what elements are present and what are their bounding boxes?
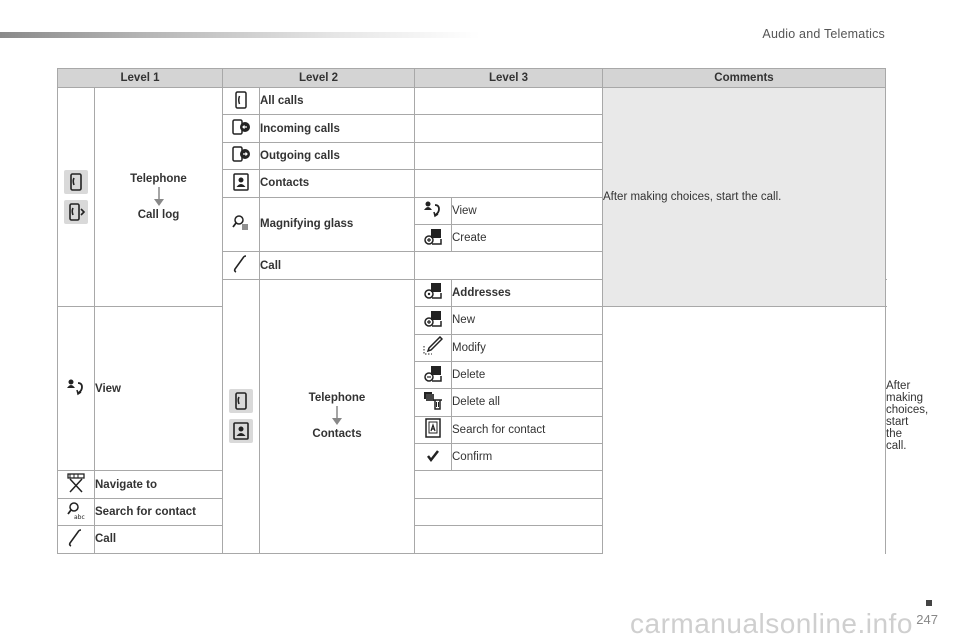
handset-icon xyxy=(66,528,86,548)
col-header-level2: Level 2 xyxy=(223,69,415,88)
contacts-icon xyxy=(231,172,251,192)
level1-label-call-log: Call log xyxy=(137,209,180,222)
telephone-icon xyxy=(64,170,88,194)
view-contact-icon xyxy=(423,199,443,219)
col-header-comments: Comments xyxy=(603,69,886,88)
level1-label-telephone: Telephone xyxy=(308,392,366,405)
level2-contacts: Contacts xyxy=(260,170,415,197)
trash-icon xyxy=(423,391,443,411)
empty-cell xyxy=(415,88,603,115)
level1-icons-contacts xyxy=(223,279,260,553)
empty-cell xyxy=(415,142,603,169)
empty-cell xyxy=(415,252,603,279)
level3-modify: Modify xyxy=(452,334,603,361)
search-contact-icon-cell xyxy=(415,416,452,443)
search-abc-icon-cell xyxy=(58,498,95,525)
table-row xyxy=(58,307,886,334)
table-row xyxy=(58,88,886,115)
phone-icon xyxy=(231,90,251,110)
call-icon-cell xyxy=(58,526,95,553)
level3-delete-all: Delete all xyxy=(452,389,603,416)
table-row xyxy=(58,498,886,525)
view-icon-cell xyxy=(415,197,452,224)
search-abc-icon xyxy=(66,501,86,521)
empty-cell xyxy=(415,498,603,525)
level2-search-for-contact: Search for contact xyxy=(95,498,223,525)
magnifying-glass-icon-cell xyxy=(223,197,260,252)
addresses-icon xyxy=(423,281,443,301)
pencil-icon xyxy=(423,336,443,356)
col-header-level1: Level 1 xyxy=(58,69,223,88)
arrow-down-icon xyxy=(153,187,165,207)
contact-card-icon xyxy=(423,418,443,438)
level3-confirm: Confirm xyxy=(452,444,603,471)
level2-outgoing-calls: Outgoing calls xyxy=(260,142,415,169)
empty-cell xyxy=(415,115,603,142)
outgoing-calls-icon-cell xyxy=(223,142,260,169)
level2-call: Call xyxy=(95,526,223,553)
addresses-icon-cell xyxy=(415,279,452,306)
menu-table xyxy=(57,68,929,554)
level2-all-calls: All calls xyxy=(260,88,415,115)
level3-create: Create xyxy=(452,224,603,251)
table-row: Telephone Contacts Addresses After making choices, start the call. xyxy=(58,279,886,306)
new-icon-cell xyxy=(415,307,452,334)
level3-view: View xyxy=(452,197,603,224)
level3-delete: Delete xyxy=(452,361,603,388)
table-row xyxy=(58,471,886,498)
call-icon-cell xyxy=(223,252,260,279)
contacts-icon xyxy=(229,419,253,443)
col-header-level3: Level 3 xyxy=(415,69,603,88)
arrow-down-icon xyxy=(331,406,343,426)
page-marker xyxy=(926,600,932,606)
svg-text:abc: abc xyxy=(74,513,85,521)
delete-icon-cell xyxy=(415,361,452,388)
delete-all-icon-cell xyxy=(415,389,452,416)
level3-search-for-contact: Search for contact xyxy=(452,416,603,443)
delete-contact-icon xyxy=(423,364,443,384)
empty-cell xyxy=(415,471,603,498)
level1-label-telephone: Telephone xyxy=(130,173,187,186)
view-contact-icon xyxy=(66,377,86,397)
confirm-icon-cell xyxy=(415,444,452,471)
incoming-calls-icon-cell xyxy=(223,115,260,142)
empty-cell xyxy=(415,526,603,553)
outgoing-call-icon xyxy=(231,144,251,164)
contacts-icon-cell xyxy=(223,170,260,197)
handset-icon xyxy=(231,254,251,274)
telephone-icon xyxy=(229,389,253,413)
level2-call: Call xyxy=(260,252,415,279)
section-title: Audio and Telematics xyxy=(762,27,885,41)
view-icon-cell xyxy=(58,307,95,471)
level2-magnifying-glass: Magnifying glass xyxy=(260,197,415,252)
call-log-icon xyxy=(64,200,88,224)
checkmark-icon xyxy=(423,446,443,466)
level2-view: View xyxy=(95,307,223,471)
table-header-row xyxy=(58,69,886,88)
watermark: carmanualsonline.info xyxy=(630,608,913,639)
create-contact-icon xyxy=(423,227,443,247)
comment-calllog: After making choices, start the call. xyxy=(603,88,886,307)
level2-addresses: Addresses xyxy=(452,279,603,306)
all-calls-icon-cell xyxy=(223,88,260,115)
create-icon-cell xyxy=(415,224,452,251)
incoming-call-icon xyxy=(231,117,251,137)
level1-telephone-contacts xyxy=(260,279,415,553)
level3-new: New xyxy=(452,307,603,334)
level1-telephone-calllog xyxy=(95,88,223,307)
modify-icon-cell xyxy=(415,334,452,361)
new-contact-icon xyxy=(423,309,443,329)
table-row xyxy=(58,526,886,553)
level1-icons-calllog xyxy=(58,88,95,307)
page-number: 247 xyxy=(916,612,938,627)
header-gradient-bar xyxy=(0,32,480,38)
level1-label-contacts: Contacts xyxy=(312,428,362,441)
navigate-icon-cell xyxy=(58,471,95,498)
level2-navigate-to: Navigate to xyxy=(95,471,223,498)
magnifying-glass-icon xyxy=(231,213,251,233)
navigate-flag-icon xyxy=(66,473,86,493)
empty-cell xyxy=(415,170,603,197)
level2-incoming-calls: Incoming calls xyxy=(260,115,415,142)
